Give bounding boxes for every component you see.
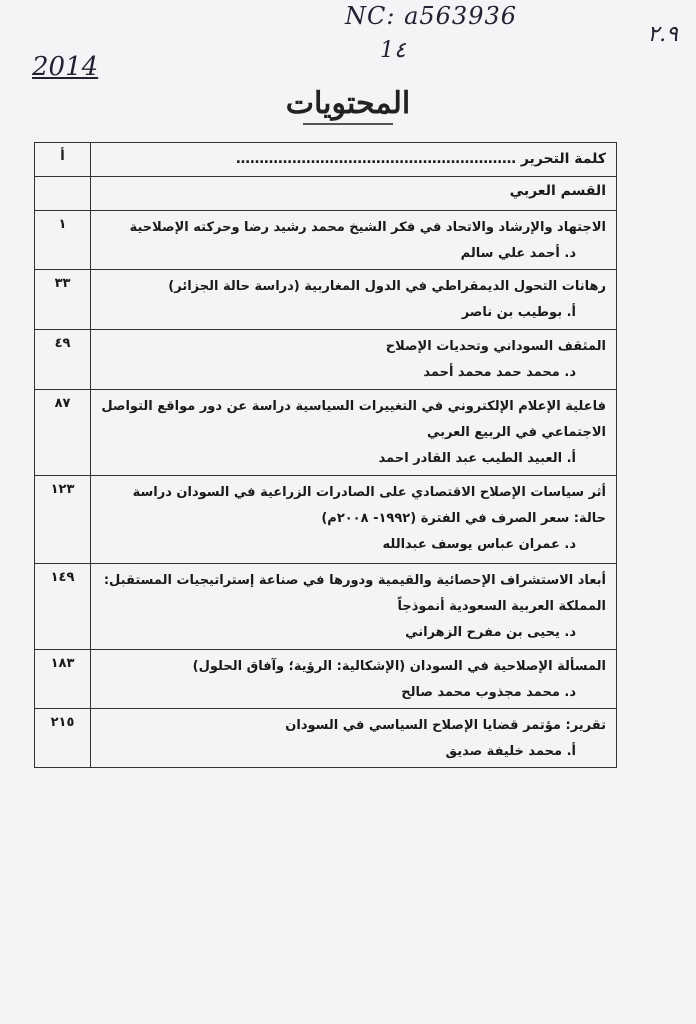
- entry-author: أ. بوطيب بن ناصر: [461, 305, 576, 320]
- editorial-row: [35, 143, 617, 177]
- entry-page-number: ١٨٣: [35, 650, 91, 709]
- handwritten-year: 2014: [32, 52, 99, 82]
- entry-author: أ. محمد خليفة صديق: [445, 744, 576, 759]
- entry-author: د. محمد حمد محمد أحمد: [423, 365, 576, 380]
- entry-title: تقرير: مؤتمر قضايا الإصلاح السياسي في السودان: [285, 718, 606, 733]
- toc-entry: [91, 330, 617, 390]
- section-row: [35, 177, 617, 211]
- toc-row: [35, 330, 617, 390]
- entry-author: د. محمد مجذوب محمد صالح: [401, 685, 576, 700]
- toc-row: [35, 564, 617, 650]
- section-page-cell: [35, 177, 91, 211]
- entry-page-number: ١: [35, 211, 91, 270]
- toc-row: [35, 270, 617, 330]
- editorial-cell: [91, 143, 617, 177]
- contents-table: [34, 142, 617, 768]
- entry-title: أبعاد الاستشراف الإحصائية والقيمية ودورها في صناعة إستراتيجيات المستقبل: المملكة العربية السعودية أنموذجاً: [103, 573, 606, 614]
- editorial-entry: [91, 143, 616, 173]
- toc-entry: [91, 211, 617, 270]
- editorial-label: كلمة التحرير: [520, 151, 606, 167]
- entry-title: فاعلية الإعلام الإلكتروني في التغييرات السياسية دراسة عن دور مواقع التواصل الاجتماعي في الربيع العربي: [101, 399, 606, 440]
- toc-entry: [91, 564, 617, 650]
- toc-row: [35, 211, 617, 270]
- toc-row: [35, 476, 617, 564]
- page-title: المحتويات: [0, 86, 696, 125]
- entry-page-number: ٣٣: [35, 270, 91, 330]
- entry-author: د. عمران عباس يوسف عبدالله: [382, 537, 576, 552]
- section-heading: القسم العربي: [509, 183, 606, 199]
- section-cell: [91, 177, 617, 211]
- handwritten-page-code: ٢.٩: [647, 22, 678, 47]
- handwritten-volume-number: 1٤: [380, 38, 406, 63]
- toc-entry: [91, 650, 617, 709]
- entry-author: د. أحمد علي سالم: [460, 246, 576, 261]
- toc-entry: [91, 709, 617, 768]
- editorial-page-number: أ: [35, 143, 91, 177]
- toc-row: [35, 709, 617, 768]
- entry-title: رهانات التحول الديمقراطي في الدول المغاربية (دراسة حالة الجزائر): [168, 279, 606, 294]
- toc-row: [35, 390, 617, 476]
- entry-page-number: ٤٩: [35, 330, 91, 390]
- entry-page-number: ٨٧: [35, 390, 91, 476]
- toc-entry: [91, 476, 617, 564]
- entry-title: الاجتهاد والإرشاد والاتحاد في فكر الشيخ محمد رشيد رضا وحركته الإصلاحية: [129, 220, 606, 235]
- entry-author: د. يحيى بن مفرح الزهراني: [405, 625, 576, 640]
- entry-page-number: ٢١٥: [35, 709, 91, 768]
- entry-title: المثقف السوداني وتحديات الإصلاح: [385, 339, 606, 354]
- toc-row: [35, 650, 617, 709]
- entry-author: أ. العبيد الطيب عبد القادر احمد: [378, 451, 576, 466]
- entry-title: المسألة الإصلاحية في السودان (الإشكالية: الرؤية؛ وآفاق الحلول): [192, 659, 606, 674]
- entry-page-number: ١٤٩: [35, 564, 91, 650]
- entry-page-number: ١٢٣: [35, 476, 91, 564]
- entry-title: أثر سياسات الإصلاح الاقتصادي على الصادرات الزراعية في السودان دراسة حالة: سعر الصرف في الفترة (١٩٩٢- ٢٠٠٨م): [132, 485, 606, 526]
- toc-entry: [91, 390, 617, 476]
- toc-entry: [91, 270, 617, 330]
- leader-dots: ……………………………………………………: [235, 151, 516, 167]
- handwritten-accession-number: NC: a563936: [345, 2, 518, 30]
